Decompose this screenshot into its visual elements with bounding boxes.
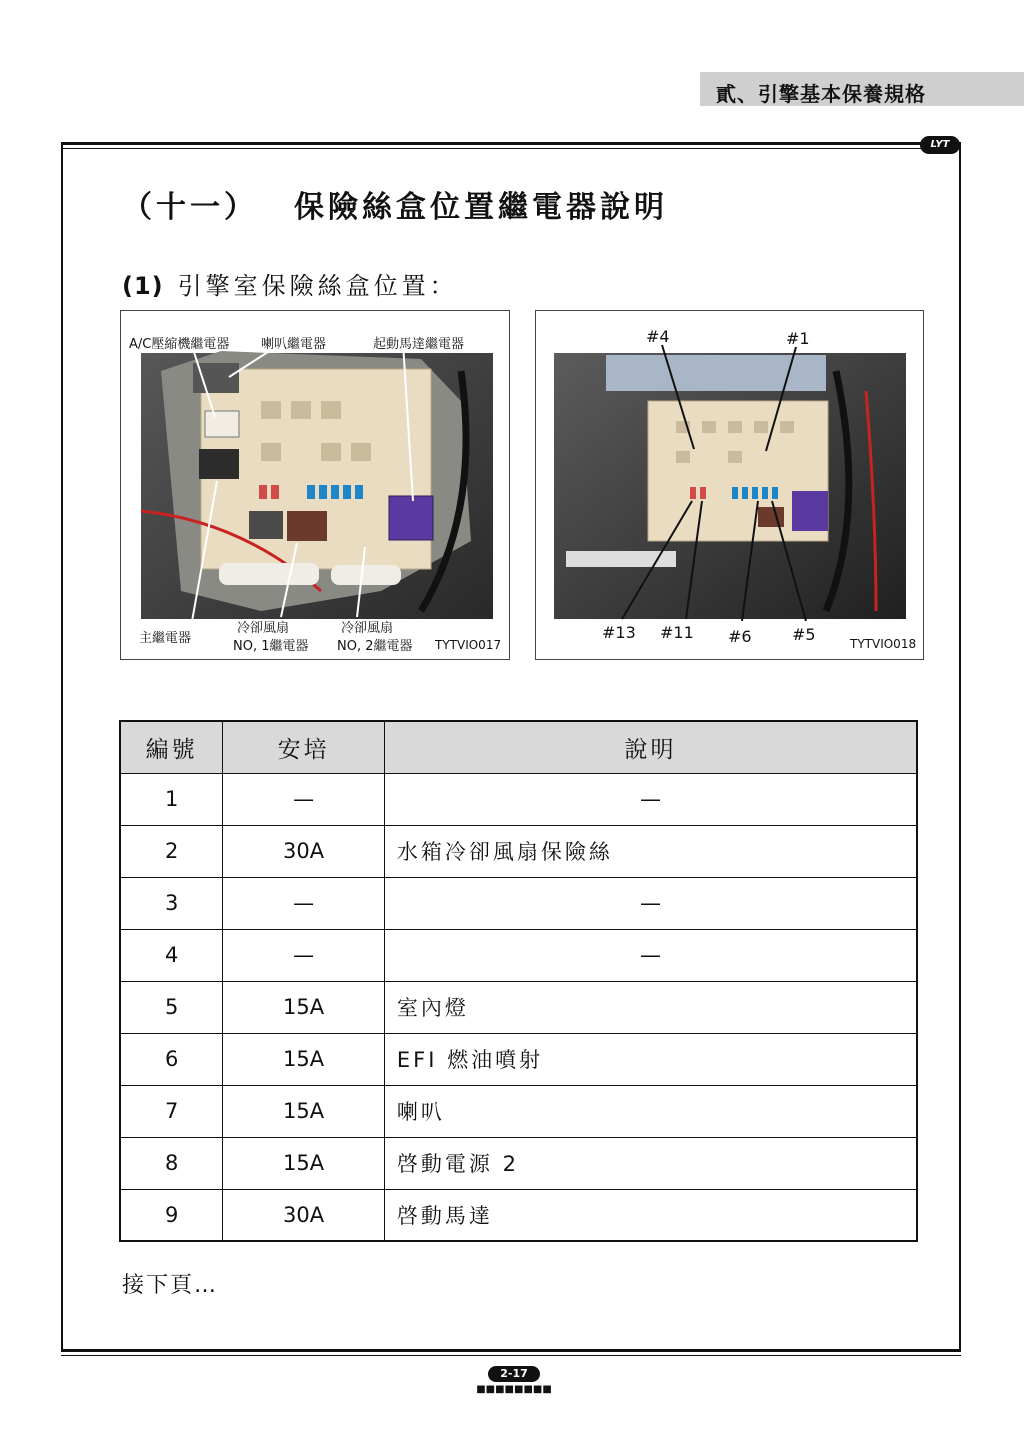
subsection-number: (1) (122, 272, 164, 300)
bottom-rule-thin (61, 1355, 961, 1356)
cell-number: 6 (120, 1033, 223, 1085)
cell-number: 7 (120, 1085, 223, 1137)
page-number: 2-17 (488, 1366, 540, 1382)
horn-relay-label: 喇叭繼電器 (261, 337, 327, 352)
column-header-amperage: 安培 (223, 721, 385, 773)
cell-number: 4 (120, 929, 223, 981)
cell-description: 室內燈 (384, 981, 917, 1033)
cell-description: — (384, 773, 917, 825)
table-row (120, 929, 917, 981)
fuse-13-label: #13 (602, 623, 636, 642)
cell-amperage: — (223, 929, 385, 981)
bottom-rule (61, 1349, 961, 1352)
cell-number: 1 (120, 773, 223, 825)
fuse-4-label: #4 (646, 327, 670, 346)
continued-note: 接下頁… (122, 1273, 219, 1298)
cell-description: 喇叭 (384, 1085, 917, 1137)
cell-amperage: — (223, 773, 385, 825)
chapter-header: 貳、引擎基本保養規格 (700, 72, 1024, 106)
fuse-spec-table (119, 720, 918, 1242)
fuse-11-label: #11 (660, 623, 694, 642)
table-header-row (120, 721, 917, 773)
fuse-box-photo-2 (536, 311, 923, 659)
figure-code: TYTVIO017 (435, 638, 502, 652)
cell-number: 5 (120, 981, 223, 1033)
fan-relay-2-number: NO, 2繼電器 (337, 639, 413, 654)
cell-description: — (384, 929, 917, 981)
section-title-text: 保險絲盒位置繼電器說明 (294, 190, 668, 225)
subsection-title (122, 266, 458, 301)
column-header-number: 編號 (120, 721, 223, 773)
fuse-1-label: #1 (786, 329, 810, 348)
starter-relay-label: 起動馬達繼電器 (373, 337, 465, 352)
fuse-box-photo-1 (121, 311, 509, 659)
fan-relay-1-label: 冷卻風扇 (237, 621, 290, 636)
fan-relay-1-number: NO, 1繼電器 (233, 639, 309, 654)
table-row (120, 981, 917, 1033)
cell-number: 8 (120, 1137, 223, 1189)
cell-number: 2 (120, 825, 223, 877)
page-number-badge (476, 1366, 552, 1400)
fuse-number-figure (535, 310, 924, 660)
table-row (120, 825, 917, 877)
table-row (120, 877, 917, 929)
table-row (120, 1189, 917, 1241)
cell-number: 9 (120, 1189, 223, 1241)
cell-amperage: 15A (223, 981, 385, 1033)
cell-description: 啓動馬達 (384, 1189, 917, 1241)
cell-amperage: 30A (223, 1189, 385, 1241)
fuse-6-label: #6 (728, 627, 752, 646)
cell-description: EFI 燃油噴射 (384, 1033, 917, 1085)
top-rule-thin (61, 148, 961, 149)
table-row (120, 1085, 917, 1137)
table-row (120, 1033, 917, 1085)
main-relay-label: 主繼電器 (139, 631, 192, 646)
cell-amperage: 15A (223, 1033, 385, 1085)
cell-amperage: 15A (223, 1137, 385, 1189)
fuse-5-label: #5 (792, 625, 816, 644)
cell-description: — (384, 877, 917, 929)
table-row (120, 1137, 917, 1189)
section-title (122, 182, 668, 226)
cell-description: 水箱冷卻風扇保險絲 (384, 825, 917, 877)
publisher-mark: ■■■■■■■■ (476, 1384, 552, 1395)
section-number: （十一） (122, 190, 258, 225)
column-header-description: 說明 (384, 721, 917, 773)
ac-compressor-relay-label: A/C壓縮機繼電器 (129, 337, 230, 352)
cell-amperage: 30A (223, 825, 385, 877)
cell-description: 啓動電源 2 (384, 1137, 917, 1189)
cell-amperage: 15A (223, 1085, 385, 1137)
figure-code: TYTVIO018 (850, 637, 917, 651)
subsection-title-text: 引擎室保險絲盒位置： (177, 272, 458, 300)
fuse-box-relay-figure (120, 310, 510, 660)
cell-amperage: — (223, 877, 385, 929)
cell-number: 3 (120, 877, 223, 929)
top-rule (61, 142, 961, 145)
brand-logo: LYT (920, 136, 960, 154)
fan-relay-2-label: 冷卻風扇 (341, 621, 394, 636)
table-row (120, 773, 917, 825)
